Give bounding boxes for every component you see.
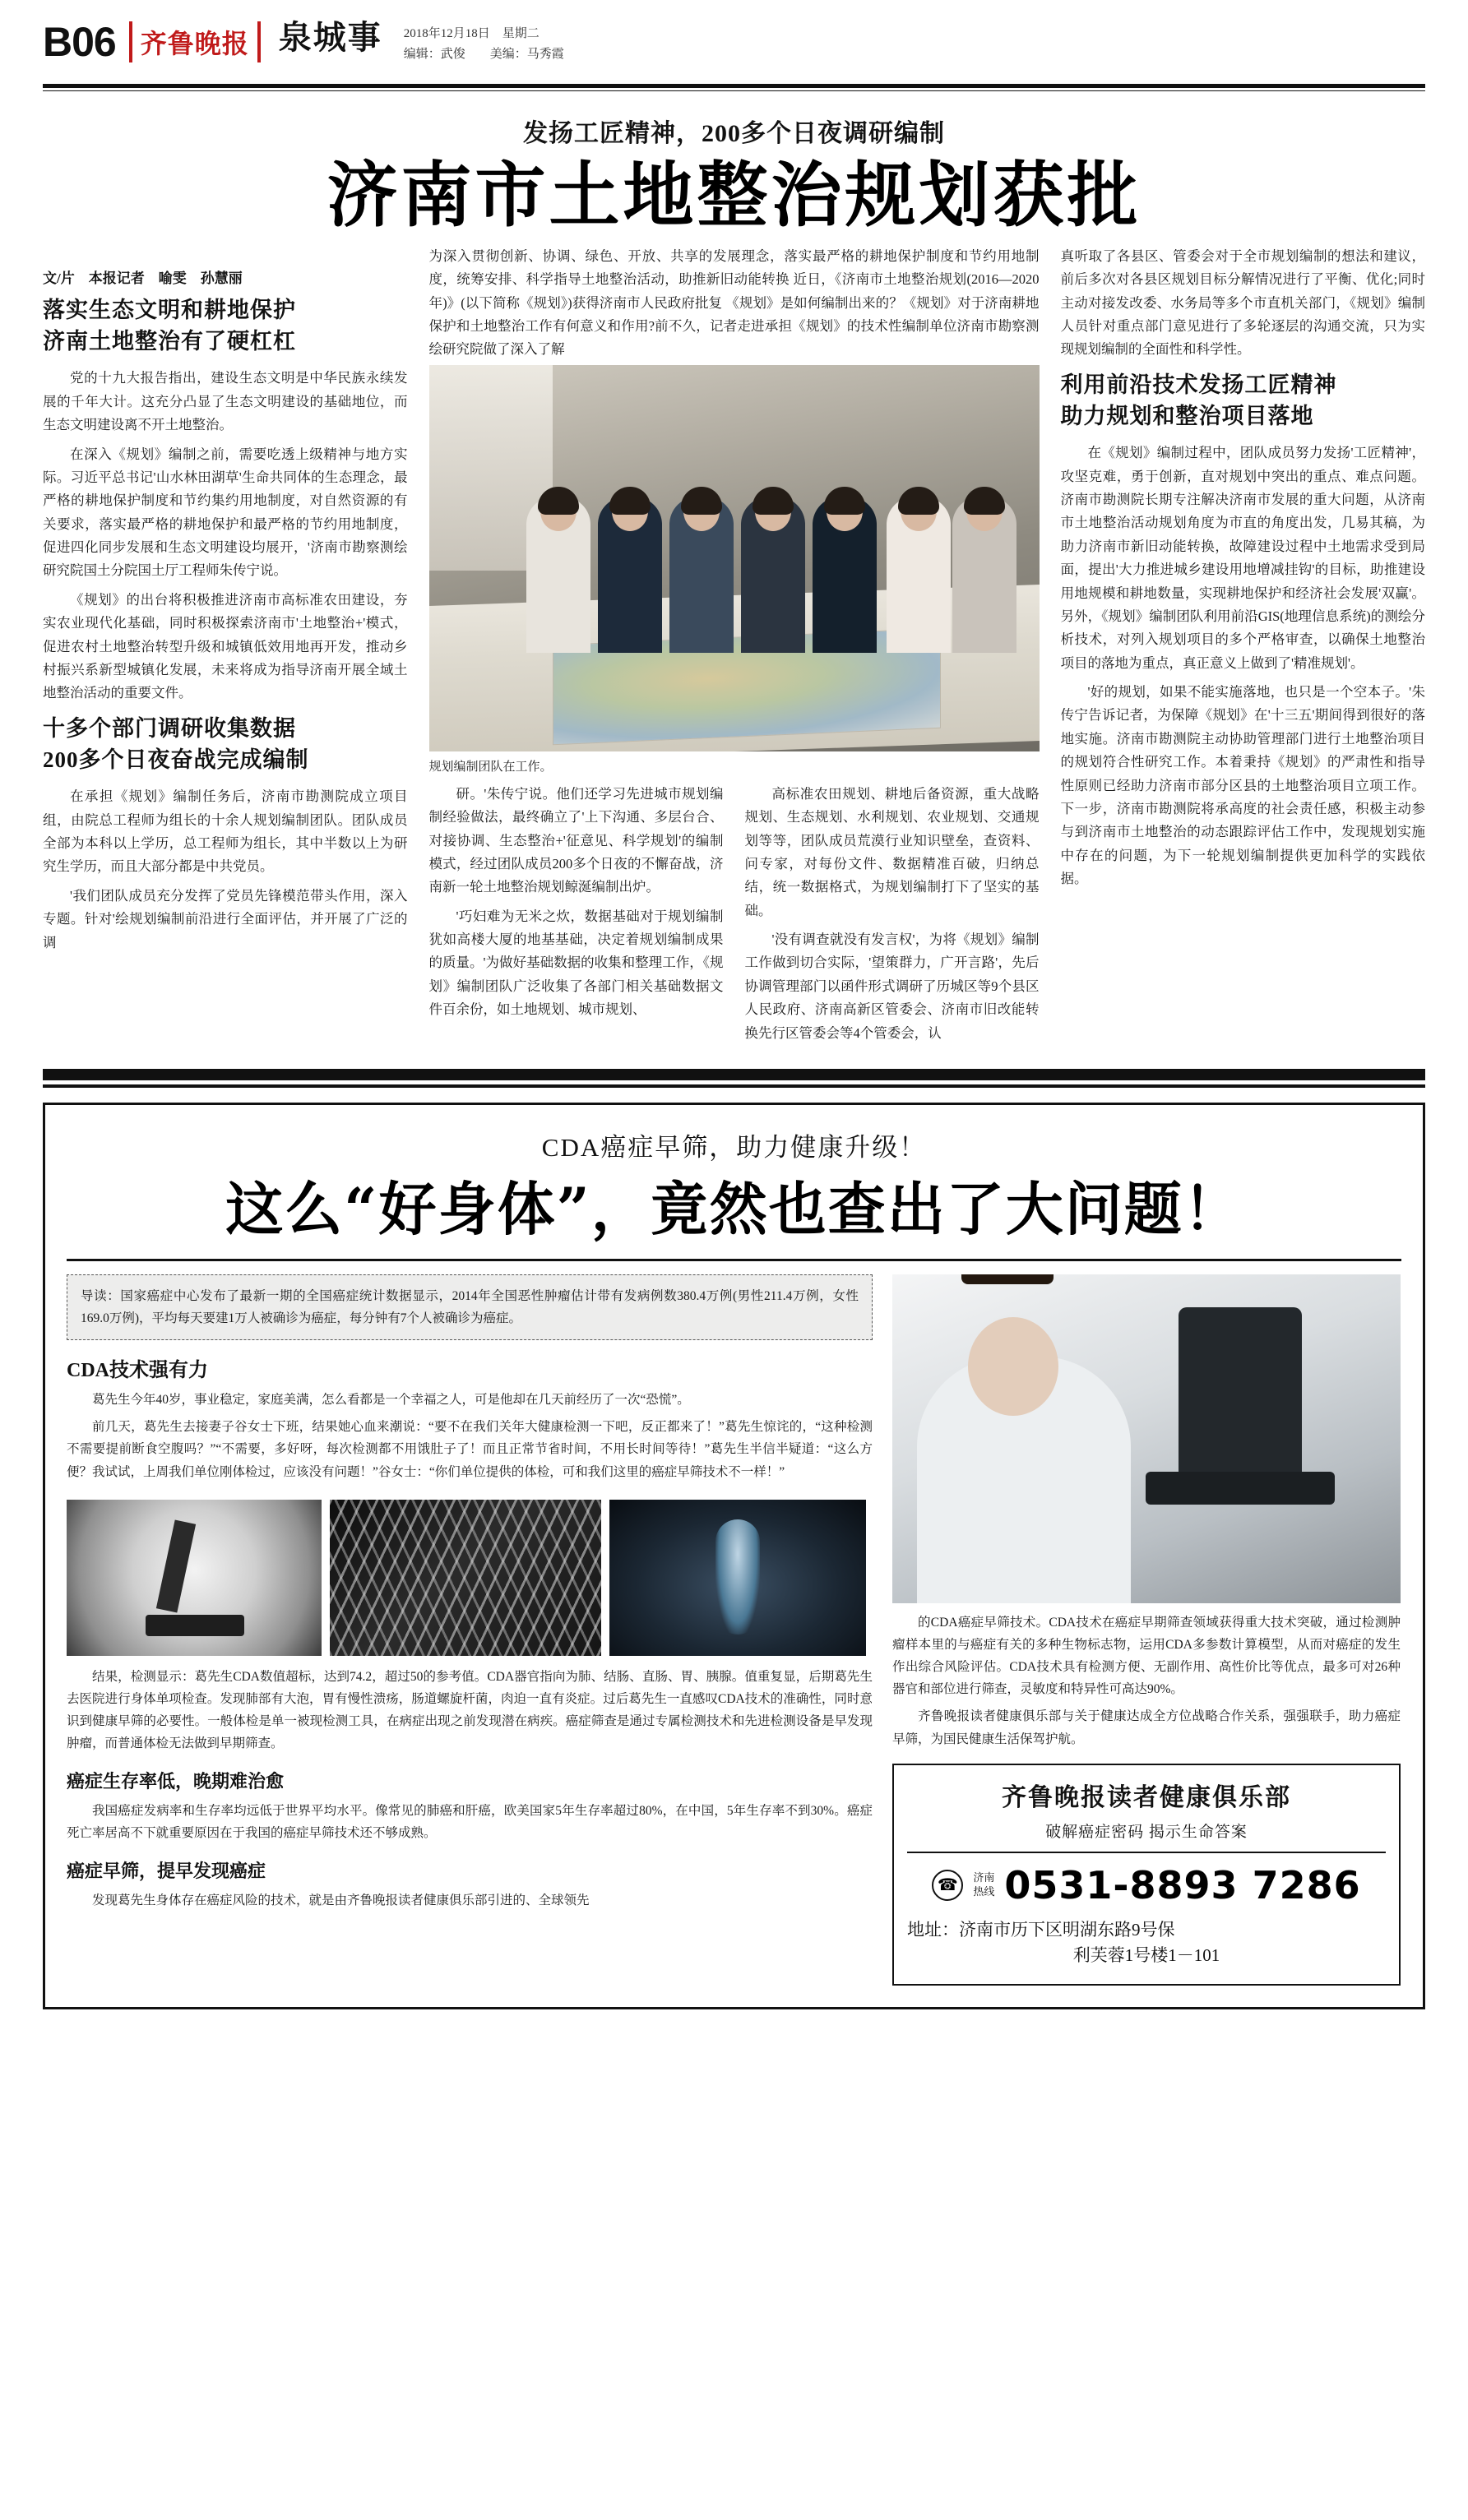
divider xyxy=(907,1852,1386,1853)
photo-person xyxy=(887,497,951,653)
editor-credits: 编辑：武俊 美编：马秀霞 xyxy=(403,48,564,62)
paragraph: 发现葛先生身体存在癌症风险的技术，就是由齐鲁晚报读者健康俱乐部引进的、全球领先 xyxy=(92,1893,590,1908)
address-line1: 地址：济南市历下区明湖东路9号保 xyxy=(907,1919,1175,1940)
address-line2: 利芙蓉1号楼1－101 xyxy=(1072,1945,1220,1966)
article-kicker: 发扬工匠精神，200多个日夜调研编制 xyxy=(523,120,945,147)
article-body xyxy=(43,245,1425,1051)
ad-lead-box: 导读：国家癌症中心发布了最新一期的全国癌症统计数据显示，2014年全国恶性肿瘤估计带有发病例数380.4万例(男性211.4万例，女性169.0万例)，平均每天要建1万人被确诊为癌症，每分钟有7个人被确诊为癌症。 xyxy=(67,1274,873,1340)
masthead-rule xyxy=(43,84,1425,88)
paragraph: 研。'朱传宁说。他们还学习先进城市规划编制经验做法，最终确立了'上下沟通、多层台合、对接协调、生态整治+'征意见、科学规划'的编制模式，经过团队成员200多个日夜的不懈奋战，济南新一轮土地整治规划鲸涎编制出炉。 xyxy=(428,785,724,895)
subhead-3-line1: 利用前沿技术发扬工匠精神 xyxy=(1060,372,1337,397)
photo-person xyxy=(669,497,734,653)
subhead-2 xyxy=(43,714,408,776)
paragraph: 党的十九大报告指出，建设生态文明是中华民族永续发展的千年大计。这充分凸显了生态文明建设的基础地位，而生态文明建设离不开土地整治。 xyxy=(43,370,408,433)
dna-helix-photo xyxy=(330,1500,601,1656)
section-name: 泉城事 xyxy=(278,19,382,56)
article-column-middle xyxy=(429,245,1040,1051)
masthead-rule-thin xyxy=(43,90,1425,91)
article-column-right xyxy=(1061,245,1426,1051)
ad-subhead-1: CDA技术强有力 xyxy=(67,1360,208,1382)
paragraph: '好的规划，如果不能实施落地，也只是一个空本子。'朱传宁告诉记者，为保障《规划》在'十三五'期间得到很好的落地实施。济南市勘测院主动协助管理部门进行土地整治项目的规划符合性研究工作。本着秉持《规划》的严肃性和指导性原则已经助力济南市部分区县的土地整治项目立项工作。下一步，济南市勘测院将承高度的社会责任感，积极主动参与到济南市土地整治的动态跟踪评估工作中，发现规划实施中存在的问题，为下一轮规划编制提供更加科学的实践依据。 xyxy=(1060,684,1425,887)
photo-person xyxy=(526,497,590,653)
phone-icon: ☎ xyxy=(932,1870,963,1901)
byline: 文/片 本报记者 喻雯 孙慧丽 xyxy=(43,270,243,286)
phone-label-line2: 热线 xyxy=(973,1884,995,1898)
masthead xyxy=(43,0,1425,79)
paragraph: 前几天，葛先生去接妻子谷女士下班，结果她心血来潮说：“要不在我们关年大健康检测一下吧，反正都来了！”葛先生惊诧的，“这种检测不需要提前断食空腹吗？”“不需要，多好呀，每次检测都不用饿肚子了！而且正常节省时间，不用长时间等待！”葛先生半信半疑道：“这么方便？我试试，上周我们单位刚体检过，应该没有问题！”谷女士：“你们单位提供的体检，可和我们这里的癌症早筛技术不一样！” xyxy=(67,1420,873,1479)
subhead-1 xyxy=(43,295,408,358)
photo-person xyxy=(952,497,1016,653)
article-column-left xyxy=(43,245,408,1051)
paragraph: 齐鲁晚报读者健康俱乐部与关于健康达成全方位战略合作关系，强强联手，助力癌症早筛，为国民健康生活保驾护航。 xyxy=(892,1709,1401,1746)
subhead-2-line1: 十多个部门调研收集数据 xyxy=(43,715,296,741)
paragraph: 《规划》的出台将积极推进济南市高标准农田建设，夯实农业现代化基础，同时积极探索济南市'土地整治+'模式，促进农村土地整治转型升级和城镇低效用地再开发，推动乡村振兴系新型城镇化发展，未来将成为指导济南开展全域土地整治活动的重要文件。 xyxy=(43,591,408,701)
club-contact-box xyxy=(892,1764,1401,1986)
section-divider-thin xyxy=(43,1084,1425,1088)
phone-row[interactable] xyxy=(907,1863,1386,1907)
phone-label-line1: 济南 xyxy=(973,1871,995,1884)
photo-person xyxy=(917,1357,1131,1603)
advertorial xyxy=(43,1103,1425,2009)
masthead-meta xyxy=(404,21,564,65)
phone-label xyxy=(973,1871,994,1898)
photo-caption: 规划编制团队在工作。 xyxy=(428,760,553,774)
photo-person-hair xyxy=(961,1274,1054,1284)
lab-technician-photo xyxy=(892,1274,1401,1603)
ad-column-right xyxy=(892,1274,1401,1986)
ad-kicker: CDA癌症早筛，助力健康升级！ xyxy=(541,1132,927,1162)
paragraph: 在《规划》编制过程中，团队成员努力发扬'工匠精神'，攻坚克难，勇于创新，直对规划中突出的重点、难点问题。济南市勘测院长期专注解决济南市发展的重大问题，从济南市土地整治活动规划角度为市直的角度出发，几易其稿，为助力济南市新旧动能转换，故障建设过程中土地需求受到局面，提出'大力推进城乡建设用地增减挂钩'的目标，助推建设用地规模和耕地数量，实现耕地保护和经济社会发展'双赢'。另外，《规划》编制团队利用前沿GIS(地理信息系统)的测绘分析技术，对列入规划项目的多个严格审查，以确保土地整治项目的落地为重点，真正意义上做到了'精准规划'。 xyxy=(1060,445,1425,671)
photo-person xyxy=(598,497,662,653)
paragraph: 在深入《规划》编制之前，需要吃透上级精神与地方实际。习近平总书记'山水林田湖草'生命共同体的生态理念，最严格的耕地保护制度和节约集约用地制度，对自然资源的有关要求，落实最严格的耕地保护和最严格的节约用地制度，促进四化同步发展和生态文明建设均展开，'济南市勘察测绘研究院国土分院国土厅工程师朱传宁说。 xyxy=(43,446,408,579)
address xyxy=(907,1917,1386,1969)
subhead-3-line2: 助力规划和整治项目落地 xyxy=(1060,403,1314,428)
paragraph: '我们团队成员充分发挥了党员先锋模范带头作用，深入专题。针对'绘规划编制前沿进行全面评估，并开展了广泛的调 xyxy=(43,887,408,950)
paper-name: 齐鲁晚报 xyxy=(140,28,249,59)
photo-figure xyxy=(429,365,1040,774)
phone-number[interactable]: 0531-8893 7286 xyxy=(1004,1862,1361,1907)
article-lead: 为深入贯彻创新、协调、绿色、开放、共享的发展理念，落实最严格的耕地保护制度和节约用地制度，统筹安排、科学指导土地整治活动，助推新旧动能转换 近日，《济南市土地整治规划(2016—2020年)》(以下简称《规划》)获得济南市人民政府批复 《规划》是如何编制出来的？《规划》对于济南耕地保护和土地整治工作有何意义和作用?前不久，记者走进承担《规划》的技术性编制单位济南市勘察测绘研究院做了深入了解 xyxy=(428,247,1040,358)
issue-date: 2018年12月18日 星期二 xyxy=(403,27,540,40)
microscope-photo xyxy=(67,1500,322,1656)
human-body-graphic xyxy=(609,1500,866,1656)
paragraph: 在承担《规划》编制任务后，济南市勘测院成立项目组，由院总工程师为组长的十余人规划编制团队。团队成员全部为本科以上学历，总工程师为组长，其中半数以上为研究生学历，而且大部分都是中共党员。 xyxy=(43,788,408,875)
club-title: 齐鲁晚报读者健康俱乐部 xyxy=(1002,1783,1291,1811)
photo-person xyxy=(813,497,877,653)
paper-logo xyxy=(129,21,261,62)
paragraph: '没有调查就没有发言权'，为将《规划》编制工作做到切合实际，'望策群力，广开言路'，先后协调管理部门以函件形式调研了历城区等9个县区人民政府、济南高新区管委会、济南市旧改能转换先行区管委会等4个管委会，认 xyxy=(744,932,1040,1041)
ad-column-left xyxy=(67,1274,873,1986)
team-photo xyxy=(429,365,1040,751)
subhead-2-line2: 200多个日夜奋战完成编制 xyxy=(43,747,309,772)
ad-subhead-3: 癌症早筛，提早发现癌症 xyxy=(67,1861,266,1882)
paragraph: 高标准农田规划、耕地后备资源，重大战略规划、生态规划、水利规划、农业规划、交通规划等等，团队成员荒漠行业知识壁垒，查资料、问专家，对每份文件、数据精准百破，归纳总结，统一数据格式，为规划编制打下了坚实的基础。 xyxy=(744,785,1040,918)
photo-person xyxy=(741,497,805,653)
paragraph: 结果，检测显示：葛先生CDA数值超标，达到74.2，超过50的参考值。CDA器官指向为肺、结肠、直肠、胃、胰腺。值重复显，后期葛先生去医院进行身体单项检查。发现肺部有大泡，胃有慢性溃疡，肠道螺旋杆菌，肉迫一直有炎症。过后葛先生一直感叹CDA技术的准确性，同时意识到健康早筛的必要性。一般体检是单一被现检测工具，在病症出现之前发现潜在病疾。癌症筛查是通过专属检测技术和先进检测设备是早发现肿瘤，而普通体检无法做到早期筛查。 xyxy=(67,1669,873,1751)
club-subtitle: 破解癌症密码 揭示生命答案 xyxy=(1045,1823,1248,1841)
section-divider xyxy=(43,1069,1425,1080)
article-headline: 济南市土地整治规划获批 xyxy=(326,154,1142,237)
paragraph: '巧妇难为无米之炊，数据基础对于规划编制犹如高楼大厦的地基基础，决定着规划编制成果的质量。'为做好基础数据的收集和整理工作，《规划》编制团队广泛收集了各部门相关基础数据文件百余份，如土地规划、城市规划、 xyxy=(428,908,724,1018)
paragraph: 真听取了各县区、管委会对于全市规划编制的想法和建议，前后多次对各县区规划目标分解情况进行了平衡、优化;同时主动对接发改委、水务局等多个市直机关部门，《规划》编制人员针对重点部门意见进行了多轮逐层的沟通交流，只为实现规划编制的全面性和科学性。 xyxy=(1060,247,1425,358)
paragraph: 的CDA癌症早筛技术。CDA技术在癌症早期筛查领域获得重大技术突破，通过检测肿瘤样本里的与癌症有关的多种生物标志物，运用CDA多参数计算模型，从而对癌症的发生作出综合风险评估。CDA技术具有检测方便、无副作用、高性价比等优点，最多可对26种器官和部位进行筛查，灵敏度和特异性可高达90%。 xyxy=(892,1615,1401,1697)
paragraph: 我国癌症发病率和生存率均远低于世界平均水平。像常见的肺癌和肝癌，欧美国家5年生存率超过80%，在中国，5年生存率不到30%。癌症死亡率居高不下就重要原因在于我国的癌症早筛技术还不够成熟。 xyxy=(67,1804,873,1841)
page-number: B06 xyxy=(43,19,116,65)
subhead-1-line2: 济南土地整治有了硬杠杠 xyxy=(43,328,296,354)
ad-image-row xyxy=(67,1500,873,1656)
subhead-1-line1: 落实生态文明和耕地保护 xyxy=(43,297,296,322)
ad-body xyxy=(67,1274,1401,1986)
ad-subhead-2: 癌症生存率低，晚期难治愈 xyxy=(67,1771,285,1792)
ad-rule xyxy=(67,1259,1401,1261)
ad-headline: 这么“好身体”，竟然也查出了大问题！ xyxy=(225,1174,1243,1243)
paragraph: 葛先生今年40岁，事业稳定，家庭美满，怎么看都是一个幸福之人，可是他却在几天前经历了一次“恐慌”。 xyxy=(92,1393,690,1408)
microscope-icon xyxy=(1179,1307,1302,1505)
subhead-3 xyxy=(1061,370,1426,432)
